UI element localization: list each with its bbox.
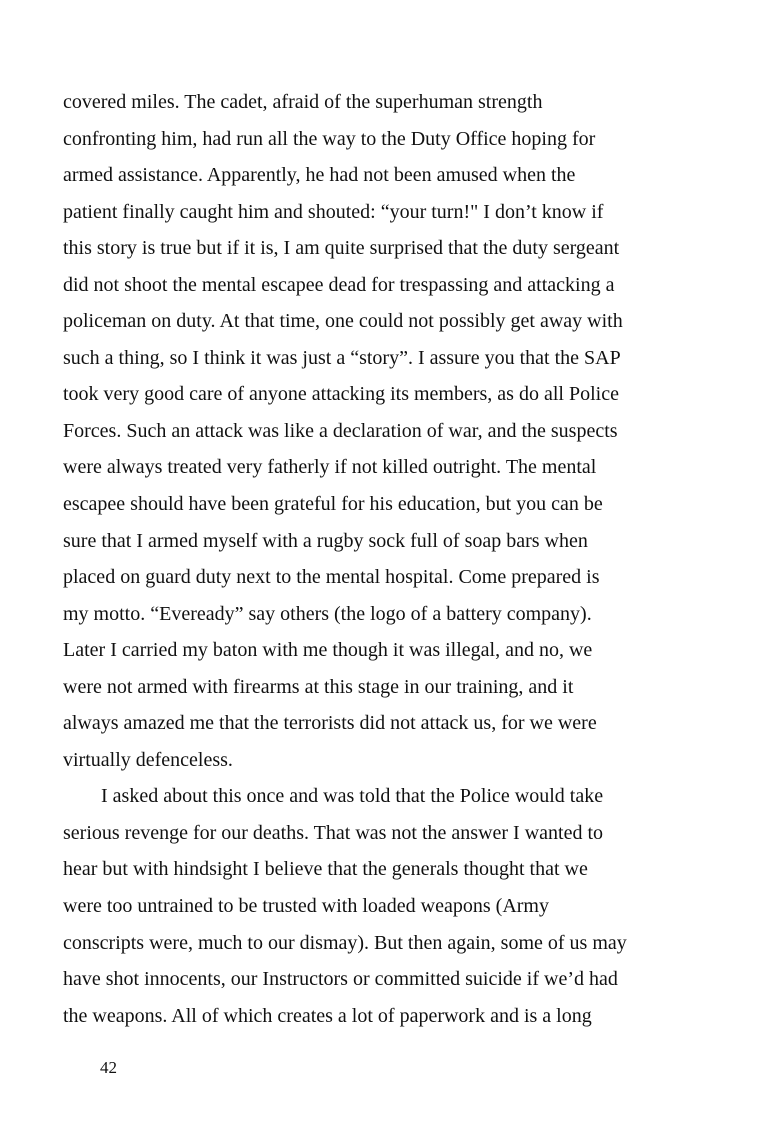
text-line: serious revenge for our deaths. That was not the answer I wanted to: [63, 821, 604, 844]
text-line: the weapons. All of which creates a lot of paperwork and is a long: [63, 1004, 592, 1027]
text-line: my motto. “Eveready” say others (the logo of a battery company).: [63, 602, 592, 625]
text-line: confronting him, had run all the way to the Duty Office hoping for: [63, 127, 596, 150]
text-line: such a thing, so I think it was just a “story”. I assure you that the SAP: [63, 346, 621, 369]
text-line: Later I carried my baton with me though it was illegal, and no, we: [63, 639, 593, 662]
text-line: did not shoot the mental escapee dead for trespassing and attacking a: [63, 273, 615, 296]
text-line: always amazed me that the terrorists did not attack us, for we were: [63, 712, 597, 735]
text-line: hear but with hindsight I believe that the generals thought that we: [63, 858, 588, 881]
text-line: conscripts were, much to our dismay). But then again, some of us may: [63, 931, 627, 954]
text-line: were too untrained to be trusted with loaded weapons (Army: [63, 895, 549, 918]
text-line: covered miles. The cadet, afraid of the superhuman strength: [63, 91, 543, 113]
page-number: 42: [100, 1058, 117, 1077]
text-line: virtually defenceless.: [63, 748, 233, 771]
paragraph-first-line: I asked about this once and was told that the Police would take: [101, 785, 604, 808]
text-line: armed assistance. Apparently, he had not been amused when the: [63, 164, 576, 187]
text-line: were always treated very fatherly if not killed outright. The mental: [63, 456, 597, 479]
text-line: policeman on duty. At that time, one could not possibly get away with: [63, 310, 623, 333]
text-line: patient finally caught him and shouted: “your turn!" I don’t know if: [63, 200, 604, 223]
text-line: Forces. Such an attack was like a declaration of war, and the suspects: [63, 419, 618, 442]
body-text: [63, 84, 683, 1034]
text-line: this story is true but if it is, I am quite surprised that the duty sergeant: [63, 237, 620, 260]
text-line: have shot innocents, our Instructors or committed suicide if we’d had: [63, 968, 618, 991]
text-line: sure that I armed myself with a rugby sock full of soap bars when: [63, 529, 588, 552]
text-line: took very good care of anyone attacking its members, as do all Police: [63, 383, 619, 406]
text-line: escapee should have been grateful for his education, but you can be: [63, 493, 603, 516]
text-line: were not armed with firearms at this stage in our training, and it: [63, 675, 574, 698]
text-line: placed on guard duty next to the mental hospital. Come prepared is: [63, 566, 600, 589]
